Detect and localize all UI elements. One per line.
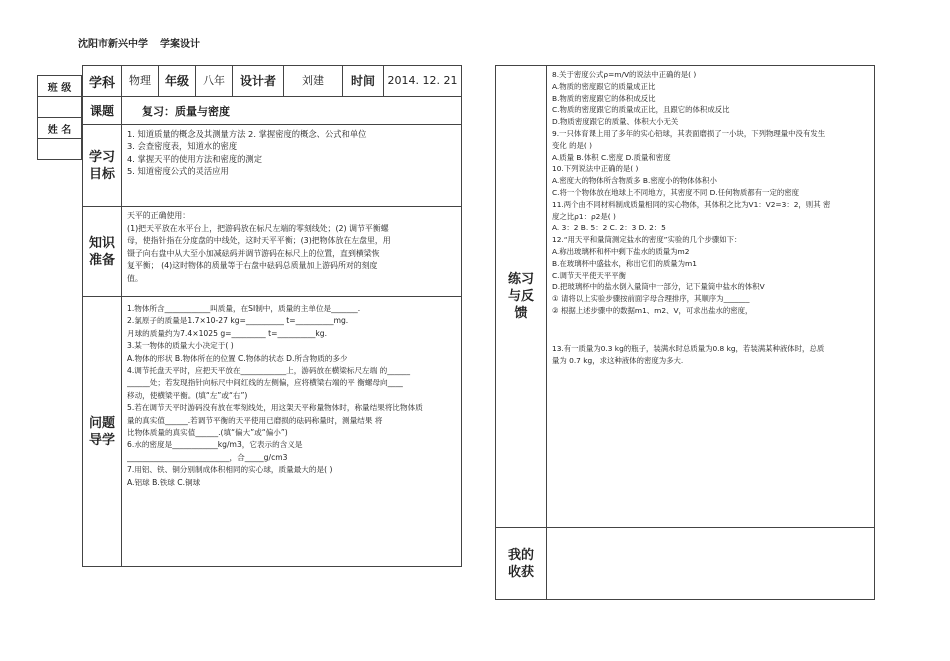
practice-line: A.称出玻璃杯和杯中剩下盐水的质量为m2 <box>552 246 690 256</box>
questions-content <box>122 297 462 567</box>
goal-line: 1. 知道质量的概念及其测量方法 2. 掌握密度的概念、公式和单位 <box>127 129 367 139</box>
knowledge-line: 母，使指针指在分度盘的中线处，这时天平平衡；(3)把物体放在左盘里，用 <box>127 236 391 246</box>
practice-line: A.质量 B.体积 C.密度 D.质量和密度 <box>552 152 671 162</box>
practice-line: C.物质的密度跟它的质量成正比，且跟它的体积成反比 <box>552 105 730 115</box>
practice-table <box>495 65 875 600</box>
question-line: 7.用铝、铁、铜分别制成体积相同的实心球，质量最大的是( ) <box>127 465 333 475</box>
designer-label: 设计者 <box>233 66 284 96</box>
goal-line: 5. 知道密度公式的灵活应用 <box>127 166 229 177</box>
name-field[interactable] <box>38 139 82 160</box>
practice-line: A. 3：2 B. 5：2 C. 2：3 D. 2：5 <box>552 223 666 233</box>
goals-label: 学习目标 <box>83 125 122 207</box>
practice-line: B.物质的密度跟它的体积成反比 <box>552 93 656 103</box>
school-name: 沈阳市新兴中学 <box>78 39 148 50</box>
question-line: 4.调节托盘天平时，应把天平放在____________上，游码放在横梁标尺左端 的______ <box>127 366 411 376</box>
practice-line: A.密度大的物体所含物质多 B.密度小的物体体积小 <box>552 176 717 186</box>
knowledge-line: 值。 <box>127 273 143 283</box>
question-line: ______处；若发现指针向标尺中间红线的左侧偏，应将横梁右端的平 衡螺母向____ <box>127 378 403 388</box>
question-line: 3.某一物体的质量大小决定于( ) <box>127 341 234 351</box>
question-line: 移动，使横梁平衡。(填“左”或“右”) <box>127 390 248 400</box>
subject-label: 学科 <box>83 66 122 97</box>
practice-label: 练习与反馈 <box>496 66 547 528</box>
gains-label: 我的收获 <box>496 528 547 600</box>
lesson-plan-table <box>82 65 462 567</box>
practice-line: 11.两个由不同材料制成质量相同的实心物体，其体积之比为V1：V2=3：2，则其 密 <box>552 199 831 209</box>
question-line: 量的真实值______.若调节平衡的天平使用已磨损的砝码称量时，测量结果 将 <box>127 415 383 425</box>
practice-line: ② 根据上述步骤中的数据m1、m2、V，可求出盐水的密度， <box>552 305 753 315</box>
gains-content[interactable] <box>547 528 875 600</box>
knowledge-content <box>122 207 462 297</box>
time-value: 2014. 12. 21 <box>387 74 458 87</box>
practice-line: D.物质密度跟它的质量、体积大小无关 <box>552 117 679 127</box>
question-line: 2.氯原子的质量是1.7×10-27 kg=__________ t=__________mg. <box>127 316 349 326</box>
practice-line: 变化 的是( ) <box>552 140 593 150</box>
questions-label: 问题导学 <box>83 297 122 567</box>
student-info-table <box>37 75 82 160</box>
practice-line: 12.“用天平和量筒测定盐水的密度”实验的几个步骤如下： <box>552 235 742 245</box>
practice-line: 度之比ρ1：ρ2是( ) <box>552 211 616 221</box>
question-line: 比物体质量的真实值______.(填“偏大”或“偏小”) <box>127 428 288 438</box>
knowledge-line: 天平的正确使用： <box>127 211 191 220</box>
question-line: 1.物体所含____________叫质量，在SI制中，质量的主单位是_______. <box>127 304 361 313</box>
question-line: ___________________________，合_____g/cm3 <box>127 452 288 462</box>
question-line: A.物体的形状 B.物体所在的位置 C.物体的状态 D.所含物质的多少 <box>127 353 348 363</box>
practice-line: 10.下列说法中正确的是( ) <box>552 164 639 174</box>
topic-value: 复习：质量与密度 <box>122 97 462 125</box>
practice-q13-line: 13.有一质量为0.3 kg的瓶子，装满水时总质量为0.8 kg，若装满某种液体时，总质 <box>552 343 825 353</box>
practice-q13-line: 量为 0.7 kg，求这种液体的密度为多大. <box>552 355 684 365</box>
question-line: 6.水的密度是____________kg/m3，它表示的含义是 <box>127 440 303 450</box>
practice-line: B.在玻璃杯中盛盐水，称出它们的质量为m1 <box>552 258 697 268</box>
question-line: 月球的质量约为7.4×1025 g=_________ t=__________kg. <box>127 328 328 338</box>
practice-line: D.把玻璃杯中的盐水倒入量筒中一部分，记下量筒中盐水的体积V <box>552 282 765 292</box>
knowledge-line: 复平衡； (4)这时物体的质量等于右盘中砝码总质量加上游码所对的刻度 <box>127 261 378 271</box>
topic-label: 课题 <box>83 97 122 125</box>
practice-line: 9.一只体育课上用了多年的实心铅球，其表面磨损了一小块，下列物理量中没有发生 <box>552 128 826 138</box>
goal-line: 3. 会查密度表，知道水的密度 <box>127 141 238 152</box>
practice-line: ① 请将以上实验步骤按前面字母合理排序，其顺序为_______ <box>552 294 750 304</box>
class-field[interactable] <box>38 97 82 118</box>
knowledge-line: 镊子向右盘中从大至小加减砝码并调节游码在标尺上的位置，直到横梁恢 <box>127 248 380 258</box>
practice-line: 8.关于密度公式ρ=m/V的说法中正确的是( ) <box>552 70 697 79</box>
doc-type: 学案设计 <box>160 39 200 50</box>
goal-line: 4. 掌握天平的使用方法和密度的测定 <box>127 153 263 164</box>
subject-value: 物理 <box>122 66 159 96</box>
class-label: 班 级 <box>38 76 82 97</box>
knowledge-label: 知识准备 <box>83 207 122 297</box>
name-label: 姓 名 <box>38 118 82 139</box>
practice-line: A.物质的密度跟它的质量成正比 <box>552 81 656 91</box>
question-line: 5.若在调节天平时游码没有放在零刻线处，用这架天平称量物体时，称量结果将比物体质 <box>127 403 423 413</box>
goals-content <box>122 125 462 207</box>
question-line: A.铝球 B.铁球 C.铜球 <box>127 477 201 487</box>
designer-value: 刘建 <box>284 66 343 96</box>
practice-line: C.调节天平使天平平衡 <box>552 270 627 280</box>
grade-value: 八年 <box>196 66 233 96</box>
time-label: 时间 <box>343 66 384 96</box>
practice-line: C.将一个物体放在地球上不同地方，其密度不同 D.任何物质都有一定的密度 <box>552 187 800 197</box>
grade-label: 年级 <box>159 66 196 96</box>
practice-content <box>547 66 875 528</box>
knowledge-line: (1)把天平放在水平台上，把游码放在标尺左端的零刻线处；(2) 调节平衡螺 <box>127 223 389 233</box>
